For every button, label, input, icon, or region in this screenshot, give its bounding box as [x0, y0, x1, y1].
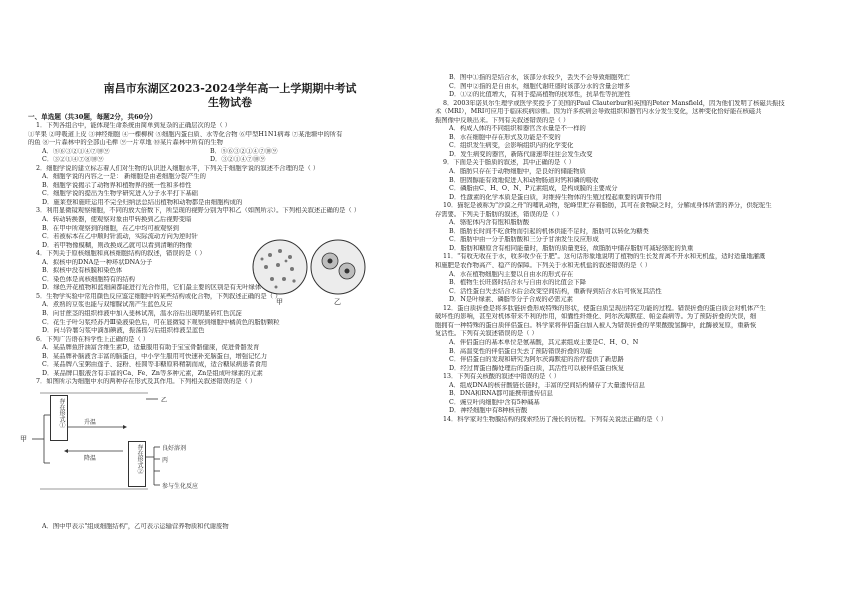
answer-option: D．绿色开花植物和蓝细菌都能进行光合作用，它们最主要的区别是有无叶绿体: [42, 284, 262, 292]
answer-option: D．向马铃薯匀浆中滴加碘液，振荡摇匀后组织样液呈蓝色: [42, 327, 205, 335]
question-line: 的鱼 ⑧一片森林中的全部山毛榉 ⑨一片草地 ⑩某片森林中所有的生物: [28, 139, 223, 147]
diagram-item: 良好溶剂: [162, 445, 187, 452]
answer-option: C．细胞学说的提出为生物学研究进入分子水平打下基础: [42, 190, 198, 198]
answer-option: C．组织发生病变，会影响组织内的化学变化: [449, 142, 574, 150]
answer-option: B．向甘蔗茎的组织样液中加入斐林试剂，温水浴后出现明显砖红色沉淀: [42, 310, 242, 318]
answer-option: C．若被标本在乙中顺时针流动，实际流动方向为逆时针: [42, 233, 198, 241]
storage-form-2-box: 存在形式②: [128, 441, 146, 487]
answer-option: A．水在植物细胞内主要以自由水的形式存在: [449, 270, 574, 278]
question-line: 5．生物学实验中常用颜色反应鉴定细胞中的某些结构或化合物，下列叙述正确的是（ ）: [36, 292, 282, 300]
answer-option: C．磷脂由C、H、O、N、P元素组成，是构成膜的主要成分: [449, 185, 618, 193]
question-line: 复活性。下列有关叙述错误的是（ ）: [435, 330, 538, 338]
answer-option: B．水在细胞中存在形式及功能是不变的: [449, 133, 561, 141]
answer-option: C．花生子叶匀浆经苏丹Ⅲ染液染色后，可在显微镜下观察到细胞中橘黄色的脂肪颗粒: [42, 318, 280, 326]
answer-option: D．①②的比值增大，有利于提高植物的抗寒性，抗旱性等抗逆性: [449, 91, 631, 99]
question-line: 3．利用显微镜观察细胞，不同的放大倍数下，所呈现的视野分别为甲和乙（如图所示）。下列相关叙述正确的是（ ）: [36, 207, 360, 215]
question-line: 13．下列有关核酸的叙述中错误的是（ ）: [443, 373, 561, 381]
answer-option: A．某品牌鱼肝油富含维生素D，适量服用有助于宝宝骨骼健康，促进骨骼发育: [42, 344, 260, 352]
question-line: ①苹果 ②呼吸道上皮 ③神经细胞 ④一棵柳树 ⑤细胞内蛋白质、水等化合物 ⑥甲型H1N1病毒 ⑦某池塘中的所有: [28, 130, 343, 138]
answer-option: C．伴侣蛋白的发现和研究为阿尔茨海默症的治疗提供了新思路: [449, 356, 624, 364]
answer-option: C．豌豆叶肉细胞中含有5种碱基: [449, 398, 540, 406]
answer-option: D．经过胃蛋白酶处理后的蛋白质，其活性可以被伴侣蛋白恢复: [449, 364, 625, 372]
figure-label-yi: 乙: [334, 298, 341, 306]
answer-option: A．脂肪只存在于动物细胞中，是良好的储能物质: [449, 168, 586, 176]
answer-option: D．神经细胞中有8种核苷酸: [449, 407, 528, 415]
answer-option: C．脂肪中由一分子脂肪酸和三分子甘油发生反应形成: [449, 236, 599, 244]
answer-option: A．⑤⑥③②①④⑦⑩⑨ B．⑤⑥③②①④⑦⑩⑨: [42, 147, 278, 155]
diagram-item: 参与生化反应: [162, 483, 199, 490]
water-diagram: [18, 385, 258, 495]
question-line: 4．下列关于原核细胞和真核细胞结构的叙述，错误的是（ ）: [36, 250, 206, 258]
answer-option: D．若甲物像模糊，则改换成乙就可以看到清晰的物像: [42, 241, 192, 249]
answer-option: B．拟核中没有核膜和染色体: [42, 267, 123, 275]
answer-option: C．图中②指的是自由水，细胞代谢旺盛时该部分水的含量会增多: [449, 82, 631, 90]
microscope-figure: [250, 237, 370, 307]
question-line: 2．细胞学说的建立标志着人们对生物的认识进入细胞水平，下列关于细胞学说的叙述不合理的是（ ）: [36, 164, 320, 172]
answer-option: D．某品牌口服液含有丰富的Ca、Fe、Zn等多种元素，Zn是组成叶绿素的元素: [42, 369, 263, 377]
question-line: 1．下列各组合中，能体现生命系统由简单到复杂的正确层次的是（ ）: [36, 122, 231, 129]
answer-option: D．N是叶绿素、磷脂等分子合成的必需元素: [449, 296, 573, 304]
page-title: 南昌市东湖区2023-2024学年高一上学期期中考试: [103, 82, 357, 95]
storage-form-1-box: 存在形式①: [50, 395, 68, 441]
arrow-label-up: 升温: [84, 419, 97, 426]
question-line: 8．2003年诺贝尔生理学或医学奖授予了美国的Paul Clauterbur和英国的Peter Mansfield，因为他们发明了核磁共振技: [443, 99, 785, 107]
diagram-label-jia: 甲: [20, 435, 27, 443]
answer-option: A．骆驼体内含有饱和脂肪酸: [449, 219, 530, 227]
diagram-item: 乙: [161, 397, 168, 404]
question-line: 和施肥是农作物高产、稳产的保障。下列关于水和无机盐的叙述错误的是（ ）: [435, 262, 652, 270]
question-line: 破坏性的影响，甚至对机体带来不利的作用，如囊性纤维化、阿尔茨海默症、帕金森病等。为了预防折叠的失误，细: [435, 313, 757, 321]
question-line: 振图像中反映出来。下列有关叙述错误的是（ ）: [435, 116, 570, 124]
answer-option: D．脂肪和糖原含有相同能量时，脂肪的质量更轻，故脂肪中储存脂肪可减轻骆驼的负重: [449, 244, 694, 252]
answer-option: D．③②①④⑦⑩⑨: [210, 156, 266, 164]
right-column: [435, 74, 840, 424]
arrow-label-down: 降温: [84, 455, 97, 462]
answer-option: A．拟核中的DNA是一种环状DNA分子: [42, 258, 153, 266]
answer-option: B．在甲中所观察到的细胞，在乙中均可被观察到: [42, 224, 179, 232]
diagram-item: 丙: [162, 457, 169, 464]
answer-option: D．施莱登和施旺运用不完全归纳法总结出植物和动物都是由细胞构成的: [42, 198, 243, 206]
figure-label-jia: 甲: [276, 298, 283, 306]
answer-option: A．煮熟的豆浆也能与双缩脲试剂产生蓝色反应: [42, 301, 173, 309]
answer-option: B．⑤⑥③②①④⑦⑩⑨: [210, 147, 278, 155]
question-line: 11．"有收无收在于水，收多收少在于肥"。这句话形象地说明了植物的生长发育离不开水和无机盐，适时适量地灌溉: [443, 253, 766, 261]
answer-option: C．活性蛋白失去结合水后会改变空间结构，重新得到结合水后可恢复其活性: [449, 287, 662, 295]
question-line: 9．下面是关于脂质的叙述，其中正确的是（ ）: [443, 159, 575, 167]
page-subtitle: 生物试卷: [208, 96, 252, 109]
question-line: 12．蛋白质折叠是将多肽链折叠形成特殊的形状，使蛋白质呈现出特定功能的过程。错误折叠的蛋白质会对机体产生: [443, 304, 766, 312]
answer-option: A．转动转换器，使观察对象由甲转换到乙后视野变暗: [42, 216, 192, 224]
answer-option: B．某品牌补脑液含丰富的脑蛋白，中小学生服用可快速补充脑蛋白，增强记忆力: [42, 352, 268, 360]
answer-option: C．某品牌八宝粥由莲子、淀粉、桂圆等非糖原料精制而成，适合糖尿病患者食用: [42, 361, 268, 369]
answer-option: B．胆固醇能有效地促进人和动物肠道对钙和磷的吸收: [449, 176, 599, 184]
question-line: 6．下列广告语在科学性上正确的是（ ）: [36, 335, 150, 343]
section-heading: 一、单选题（共30题，每题2分，共60分）: [28, 113, 157, 121]
question-line: 胞拥有一种特殊的蛋白质伴侣蛋白。科学家将伴侣蛋白加入被人为错误折叠的苹果酸脱氢酶中，此酶被复原，重新恢: [435, 321, 757, 329]
question-line: 10．猫驼是被称为"沙漠之舟"的哺乳动物，驼峰里贮存着脂肪，其可在食物缺乏时，分解成身体所需的养分，供驼驼生: [443, 202, 772, 210]
answer-option: A．细胞学说的内容之一是： 新细胞是由老细胞分裂产生的: [42, 173, 206, 181]
answer-option: A．图中甲表示"组成细胞结构"，乙可表示运输营养物质和代谢废物: [42, 523, 229, 530]
answer-option: B．植物生长旺盛时结合水与自由水的比值会下降: [449, 279, 586, 287]
question-line: 存需要。下列关于脂肪的叙述，错误的是（ ）: [435, 210, 563, 218]
question-line: 术（MRI），MRI可应用于临床疾病诊断。因为许多疾病会导致组织和器官内水分发生变化，这种变化恰好能在核磁共: [435, 108, 762, 116]
microscope-view-icon: [250, 237, 370, 307]
answer-option: B．图中①指的是结合水，该部分水较少，丢失不会导致细胞死亡: [449, 74, 630, 81]
question-line: 7．如图所示为细胞中水的两种存在形式及其作用。下列相关叙述错误的是（ ）: [36, 378, 257, 386]
answer-option: A．组成DNA的核苷酸链长链时，丰富的空间结构储存了大量遗传信息: [449, 381, 645, 389]
answer-option: A．构成人体的不同组织和器官含水量是不一样的: [449, 125, 586, 133]
answer-option: D．性激素的化学本质是蛋白质，对维持生物体的生殖过程起重要的调节作用: [449, 193, 662, 201]
answer-option: C．染色体是真核细胞特有的结构: [42, 275, 135, 283]
answer-option: D．发生病变的器官，新陈代谢速率往往会发生改变: [449, 150, 593, 158]
answer-option: C．③②①④⑦⑧⑩⑨ D．③②①④⑦⑩⑨: [42, 156, 266, 164]
question-line: 14．科学家对生物膜结构的探索经历了漫长的历程。下列有关说法正确的是（ ）: [443, 415, 668, 423]
answer-option: A．伴侣蛋白的基本单位是氨基酸，其元素组成主要是C、H、O、N: [449, 338, 639, 346]
answer-option: B．脂肪长时间不吃食物而引起的机体供能不足时，脂肪可以转化为糖类: [449, 227, 649, 235]
answer-option: B．细胞学说揭示了动物界和植物界的统一性和多样性: [42, 181, 192, 189]
answer-option: B．DNA和RNA都可能携带遗传信息: [449, 390, 553, 398]
answer-option: B．高温变性的伴侣蛋白失去了预防错误折叠的功能: [449, 347, 593, 355]
